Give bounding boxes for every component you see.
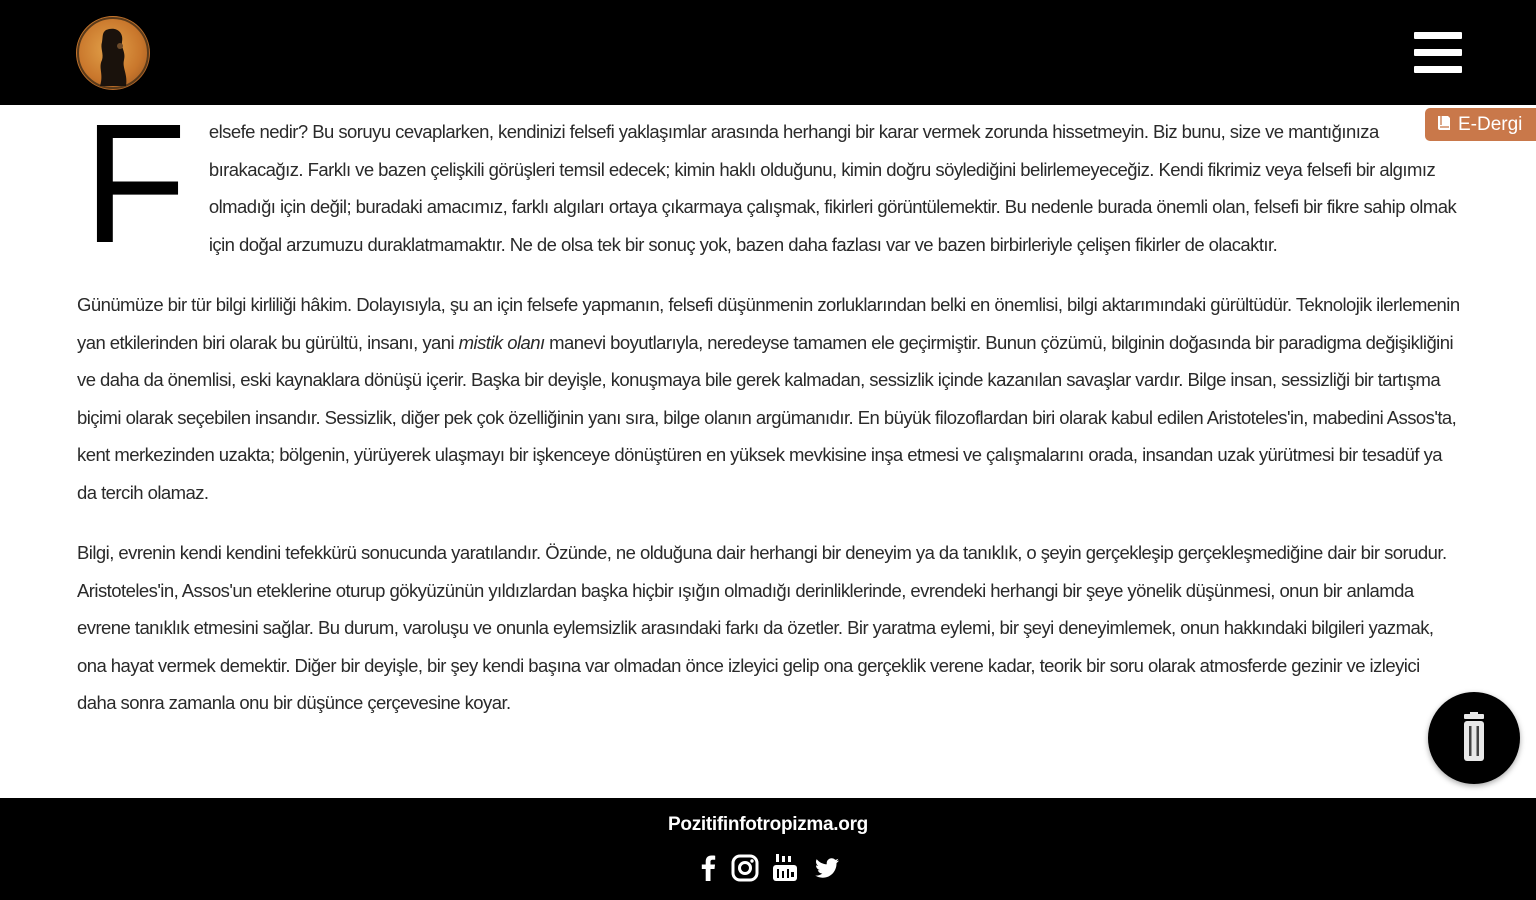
youtube-icon[interactable]	[770, 853, 800, 883]
facebook-icon[interactable]	[694, 853, 724, 883]
hamburger-menu-icon-line-middle	[1414, 49, 1462, 56]
menu-button[interactable]	[1414, 32, 1462, 74]
paragraph-2-text-end: manevi boyutlarıyla, neredeyse tamamen ele geçirmiştir. Bunun çözümü, bilginin doğasında bir paradigma değişikliğini ve daha da önemlisi, eski kaynaklara dönüşü içerir. Başka bir deyişle, konuşmaya bile gerek kalmadan, sessizlik içinde kazanılan savaşlar vardır. Bilge insan, sessizliği bir tartışma biçimi olarak seçebilen insandır. Sessizlik, diğer pek çok özelliğinin yanı sıra, bilge olanın argümanıdır. En büyük filozoflardan biri olarak kabul edilen Aristoteles'in, mabedini Assos'ta, kent merkezinden uzakta; bölgenin, yürüyerek ulaşmayı bir işkenceye dönüştüren en yüksek mevkisine inşa etmesi ve çalışmalarını orada, insandan uzak yürütmesi bir tesadüf ya da tercih olamaz.	[77, 331, 1457, 503]
paragraph-1-text: elsefe nedir? Bu soruyu cevaplarken, kendinizi felsefi yaklaşımlar arasında herhangi bir karar vermek zorunda hissetmeyin. Biz bunu, size ve mantığınıza bırakacağız. Farklı ve bazen çelişkili görüşleri temsil edecek; kimin haklı olduğunu, kimin doğru söylediğini belirlemeyeceğiz. Kendi fikrimiz veya felsefi bir algımız olmadığı için değil; buradaki amacımız, farklı algıları ortaya çıkarmaya çalışmak, fikirleri görüntülemektir. Bu nedenle burada önemli olan, felsefi bir fikre sahip olmak için doğal arzumuzu duraklatmamaktır. Ne de olsa tek bir sonuç yok, bazen daha fazlası var ve bazen birbirleriyle çelişen fikirler de olacaktır.	[208, 121, 1457, 255]
footer-site-link[interactable]: Pozitifinfotropizma.org	[668, 814, 868, 835]
paragraph-3-text: Bilgi, evrenin kendi kendini tefekkürü sonucunda yaratılandır. Özünde, ne olduğuna dair herhangi bir deneyim ya da tanıklık, o şeyin gerçekleşip gerçekleşmediğine dair bir sorudur. Aristoteles'in, Assos'un eteklerine oturup gökyüzünün yıldızlardan başka hiçbir ışığın olmadığı derinliklerinde, evrendeki herhangi bir şeye yönelik düşünmesi, onun bir anlamda evrene tanıklık etmesini sağlar. Bu durum, varoluşu ve onunla eylemsizlik arasındaki farkı da özetler. Bir yaratma eylemi, bir şeyi deneyimlemek, onun hakkındaki bilgileri yazmak, ona hayat vermek demektir. Diğer bir deyişle, bir şey kendi başına var olmadan önce izleyici gelip ona gerçeklik verene kadar, teorik bir soru olarak atmosferde gezinir ve izleyici daha sonra zamanla onu bir düşünce çerçevesine koyar.	[77, 542, 1447, 713]
twitter-icon[interactable]	[812, 853, 842, 883]
site-footer	[0, 798, 1536, 900]
drop-cap-letter: F	[83, 113, 187, 279]
portrait-logo-icon	[76, 16, 150, 90]
instagram-icon[interactable]	[730, 853, 760, 883]
trash-can-icon	[1461, 712, 1487, 764]
paragraph-2-text-start: Günümüze bir tür bilgi kirliliği hâkim. Dolayısıyla, şu an için felsefe yapmanın, felsefi düşünmenin zorluklarından belki en önemlisi, bilgi aktarımındaki gürültüdür. Teknolojik ilerlemenin yan etkilerinden biri olarak bu gürültü, insanı, yani	[77, 294, 1460, 353]
site-logo[interactable]	[76, 16, 150, 90]
hamburger-menu-icon-line-bottom	[1414, 66, 1462, 73]
floating-action-button[interactable]	[1428, 692, 1520, 784]
article-paragraph-3	[77, 534, 1463, 722]
e-dergi-label: E-Dergi	[1458, 114, 1523, 135]
article-paragraph-1	[77, 113, 1463, 279]
hamburger-menu-icon-line-top	[1414, 32, 1462, 39]
top-navigation-bar	[0, 0, 1536, 105]
paragraph-2-emphasis: mistik olanı	[458, 331, 545, 353]
article-body	[77, 113, 1463, 798]
article-paragraph-2	[77, 286, 1463, 511]
